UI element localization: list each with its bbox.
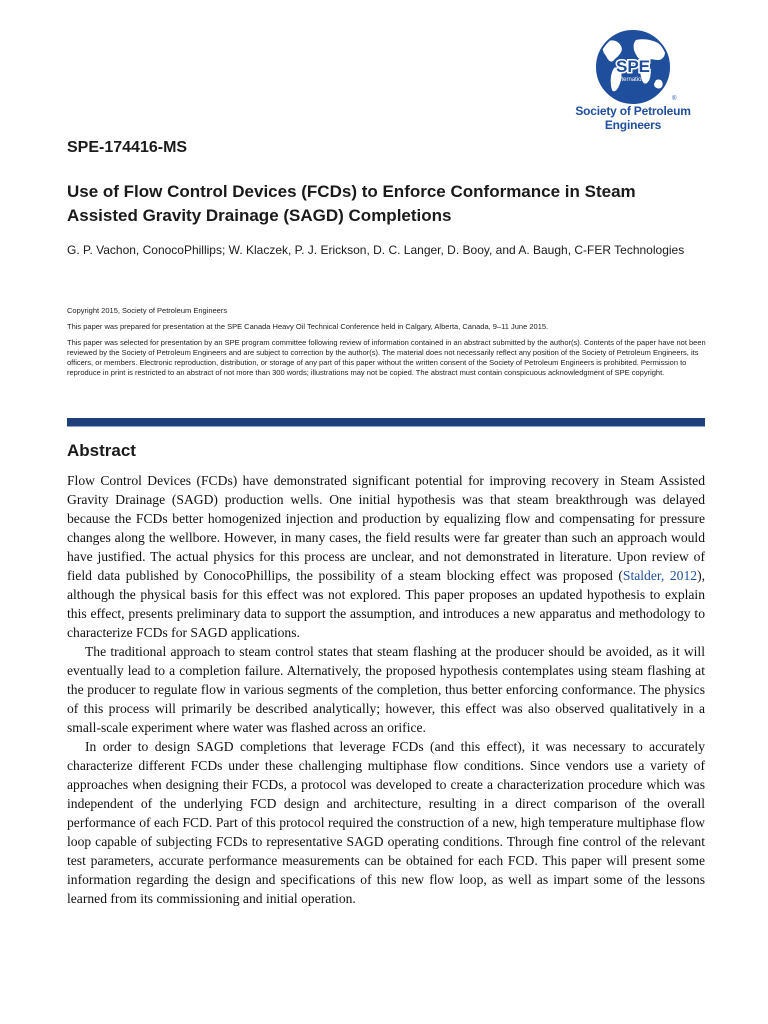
- abstract-body: [67, 471, 705, 908]
- presentation-note: This paper was prepared for presentation at the SPE Canada Heavy Oil Technical Conference held in Calgary, Alberta, Canada, 9–11 June 2015.: [67, 322, 549, 331]
- spe-logo: [548, 30, 718, 132]
- logo-mark-text: SPE: [615, 57, 651, 76]
- section-divider: [67, 418, 705, 427]
- citation-link[interactable]: Stalder, 2012: [622, 568, 698, 583]
- logo-sub-text: International: [616, 77, 650, 83]
- paper-number: SPE-174416-MS: [67, 139, 188, 156]
- logo-caption: Society of Petroleum Engineers: [575, 104, 691, 132]
- globe-icon: [564, 30, 702, 104]
- authors: G. P. Vachon, ConocoPhillips; W. Klaczek, P. J. Erickson, D. C. Langer, D. Booy, and A. Baugh, C-FER Technologies: [67, 243, 685, 257]
- paper-title: Use of Flow Control Devices (FCDs) to Enforce Conformance in Steam Assisted Gravity Drainage (SAGD) Completions: [67, 182, 636, 225]
- review-disclaimer: This paper was selected for presentation by an SPE program committee following review of information contained in an abstract submitted by the author(s). Contents of the paper have not been reviewed by the Society of Petroleum Engineers and are subject to correction by the author(s). The material does not necessarily reflect any position of the Society of Petroleum Engineers, its officers, or members. Electronic reproduction, distribution, or storage of any part of this paper without the written consent of the Society of Petroleum Engineers is prohibited. Permission to reproduce in print is restricted to an abstract of not more than 300 words; illustrations may not be copied. The abstract must contain conspicuous acknowledgment of SPE copyright.: [67, 338, 706, 377]
- abstract-heading: Abstract: [67, 441, 136, 460]
- copyright-line: Copyright 2015, Society of Petroleum Engineers: [67, 306, 228, 315]
- abstract-paragraph-1: Flow Control Devices (FCDs) have demonstrated significant potential for improving recovery in Steam Assisted Gravity Drainage (SAGD) production wells. One initial hypothesis was that steam breakthrough was delayed because the FCDs better homogenized injection and production by equalizing flow and compensating for pressure changes along the wellbore. However, in many cases, the field results were far greater than such an approach would have justified. The actual physics for this process are unclear, and not demonstrated in literature. Upon review of field data published by ConocoPhillips, the possibility of a steam blocking effect was proposed (Stalder, 2012), although the physical basis for this effect was not explored. This paper proposes an updated hypothesis to explain this effect, presents preliminary data to support the assumption, and introduces a new apparatus and methodology to characterize FCDs for SAGD applications.: [67, 473, 706, 640]
- abstract-paragraph-3: In order to design SAGD completions that leverage FCDs (and this effect), it was necessary to accurately characterize different FCDs under these challenging multiphase flow conditions. Since vendors use a variety of approaches when designing their FCDs, a protocol was developed to create a characterization procedure which was independent of the underlying FCD design and architecture, resulting in a direct comparison of the overall performance of each FCD. Part of this protocol required the construction of a new, high temperature multiphase flow loop capable of subjecting FCDs to representative SAGD operating conditions. Through fine control of the relevant test parameters, accurate performance measurements can be obtained for each FCD. This paper will present some information regarding the design and specifications of this new flow loop, as well as impart some of the lessons learned from its commissioning and initial operation.: [67, 739, 705, 906]
- abstract-paragraph-2: The traditional approach to steam control states that steam flashing at the producer should be avoided, as it will eventually lead to a completion failure. Alternatively, the proposed hypothesis contemplates using steam flashing at the producer to regulate flow in various segments of the completion, thus better enforcing conformance. The physics of this process will primarily be described analytically; however, this effect was also observed qualitatively in a small-scale experiment where water was flashed across an orifice.: [67, 644, 705, 735]
- svg-text:®: ®: [672, 96, 677, 102]
- copyright-block: [67, 306, 707, 384]
